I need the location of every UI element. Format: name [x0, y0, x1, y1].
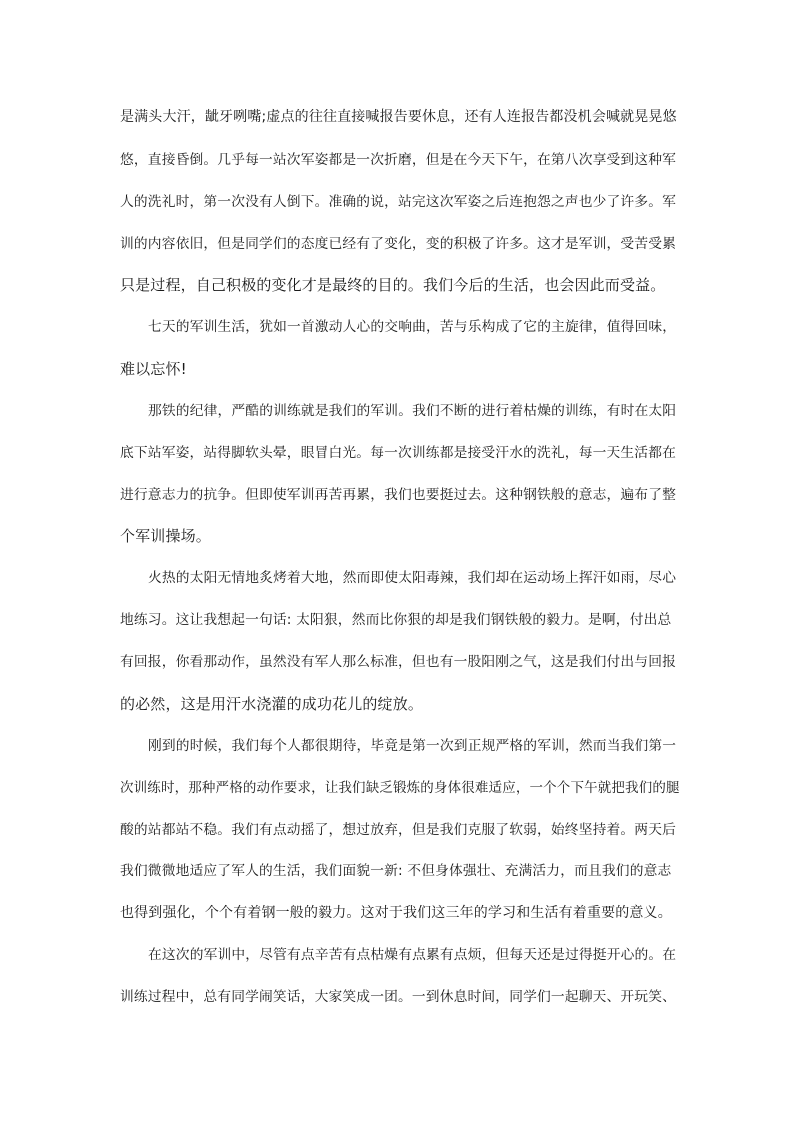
text-line: 训练过程中，总有同学闹笑话，大家笑成一团。一到休息时间，同学们一起聊天、开玩笑、: [120, 989, 677, 1005]
paragraph-first-line: 刚到的时候，我们每个人都很期待，毕竟是第一次到正规严格的军训，然而当我们第一: [148, 738, 677, 754]
text-line: 底下站军姿，站得脚软头晕，眼冒白光。每一次训练都是接受汗水的洗礼，每一天生活都在: [120, 445, 677, 461]
text-line: 次训练时，那种严格的动作要求，让我们缺乏锻炼的身体很难适应，一个个下午就把我们的腿: [120, 780, 680, 796]
text-line: 有回报，你看那动作，虽然没有军人那么标准，但也有一股阳刚之气，这是我们付出与回报: [120, 654, 677, 670]
text-line: 是满头大汗，龇牙咧嘴;虚点的往往直接喊报告要休息，还有人连报告都没机会喊就晃晃悠: [120, 109, 677, 125]
text-line: 进行意志力的抗争。但即使军训再苦再累，我们也要挺过去。这种钢铁般的意志，遍布了整: [120, 487, 677, 503]
text-line: 训的内容依旧，但是同学们的态度已经有了变化，变的积极了许多。这才是军训，受苦受累: [120, 236, 677, 252]
text-line: 也得到强化，个个有着钢一般的毅力。这对于我们这三年的学习和生活有着重要的意义。: [120, 905, 672, 921]
paragraph-first-line: 七天的军训生活，犹如一首激动人心的交响曲，苦与乐构成了它的主旋律，值得回味，: [148, 319, 677, 335]
text-line: 只是过程，自己积极的变化才是最终的目的。我们今后的生活，也会因此而受益。: [120, 276, 666, 294]
paragraph-first-line: 火热的太阳无情地炙烤着大地，然而即使太阳毒辣，我们却在运动场上挥汗如雨，尽心: [148, 570, 677, 586]
text-line: 地练习。这让我想起一句话: 太阳狠，然而比你狠的却是我们钢铁般的毅力。是啊，付出总: [120, 612, 672, 628]
text-line: 难以忘怀!: [120, 360, 187, 378]
text-line: 酸的站都站不稳。我们有点动摇了，想过放弃，但是我们克服了软弱，始终坚持着。两天后: [120, 822, 677, 838]
paragraph-first-line: 在这次的军训中，尽管有点辛苦有点枯燥有点累有点烦，但每天还是过得挺开心的。在: [148, 947, 677, 963]
paragraph-first-line: 那铁的纪律，严酷的训练就是我们的军训。我们不断的进行着枯燥的训练，有时在太阳: [148, 403, 677, 419]
text-line: 人的洗礼时，第一次没有人倒下。准确的说，站完这次军姿之后连抱怨之声也少了许多。军: [120, 194, 677, 210]
text-line: 的必然，这是用汗水浇灌的成功花儿的绽放。: [120, 695, 424, 713]
text-line: 我们微微地适应了军人的生活，我们面貌一新: 不但身体强壮、充满活力，而且我们的意志: [120, 863, 672, 879]
text-line: 个军训操场。: [120, 527, 211, 545]
text-line: 悠，直接昏倒。几乎每一站次军姿都是一次折磨，但是在今天下午，在第八次享受到这种军: [120, 152, 677, 168]
